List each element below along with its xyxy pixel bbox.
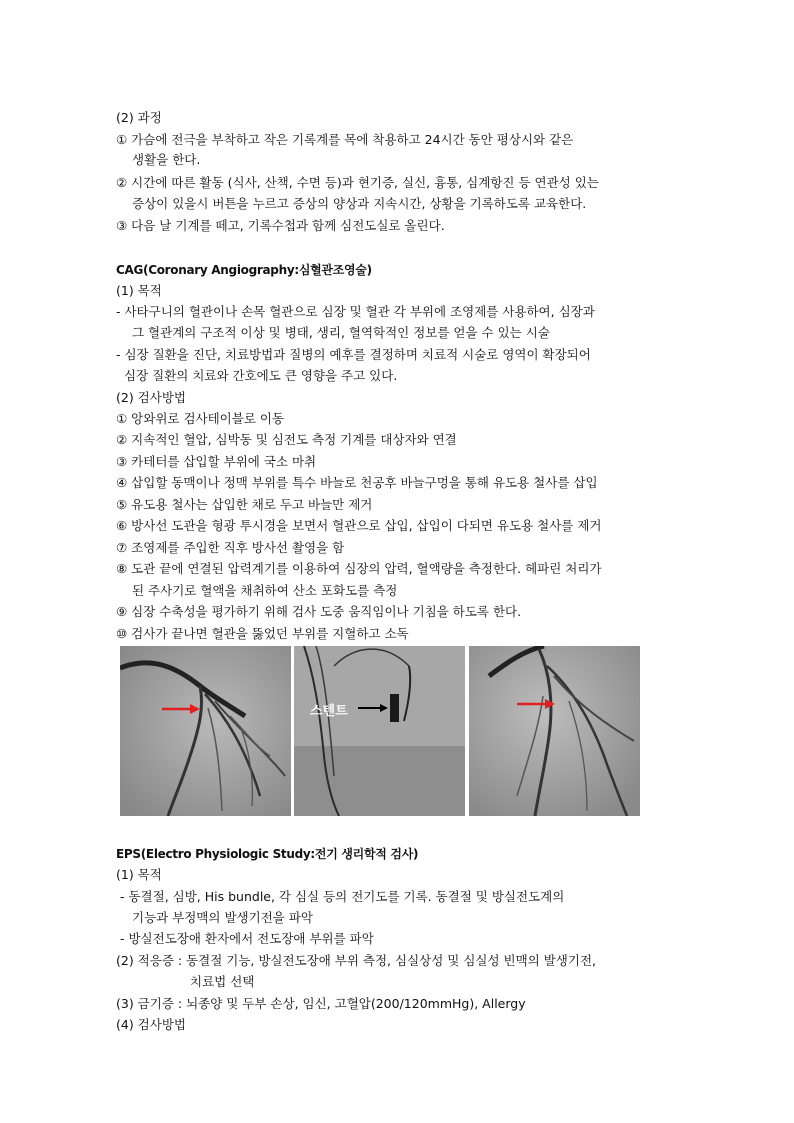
list-item-cont: 그 혈관계의 구조적 이상 및 병태, 생리, 혈역학적인 정보를 얻을 수 있는 시술 <box>132 325 550 340</box>
contraindications: (3) 금기증 : 뇌종양 및 두부 손상, 임신, 고혈압(200/120mmHg), Allergy <box>116 996 526 1011</box>
list-item: ⑦ 조영제를 주입한 직후 방사선 촬영을 함 <box>116 540 345 555</box>
section-heading: (2) 과정 <box>116 110 162 125</box>
indications-cont: 치료법 선택 <box>190 974 255 989</box>
list-item: - 사타구니의 혈관이나 손목 혈관으로 심장 및 혈관 각 부위에 조영제를 사용하여, 심장과 <box>116 304 595 319</box>
angiogram-after <box>469 646 640 816</box>
cag-title: CAG(Coronary Angiography:심혈관조영술) <box>116 263 372 277</box>
list-item: ① 앙와위로 검사테이블로 이동 <box>116 411 285 426</box>
list-item: ④ 삽입할 동맥이나 정맥 부위를 특수 바늘로 천공후 바늘구멍을 통해 유도용 철사를 삽입 <box>116 475 598 490</box>
list-item: ② 지속적인 혈압, 심박동 및 심전도 측정 기계를 대상자와 연결 <box>116 432 457 447</box>
list-item: ⑤ 유도용 철사는 삽입한 채로 두고 바늘만 제거 <box>116 497 373 512</box>
list-item: ⑧ 도관 끝에 연결된 압력계기를 이용하여 심장의 압력, 혈액량을 측정한다. 헤파린 처리가 <box>116 561 602 576</box>
list-item: ③ 카테터를 삽입할 부위에 국소 마취 <box>116 454 317 469</box>
list-item: ⑨ 심장 수축성을 평가하기 위해 검사 도중 움직임이나 기침을 하도록 한다. <box>116 604 522 619</box>
indications: (2) 적응증 : 동결절 기능, 방실전도장애 부위 측정, 심실상성 및 심실성 빈맥의 발생기전, <box>116 953 596 968</box>
list-item: ② 시간에 따른 활동 (식사, 산책, 수면 등)과 현기증, 실신, 흉통, 심계항진 등 연관성 있는 <box>116 175 599 190</box>
eps-title: EPS(Electro Physiologic Study:전기 생리학적 검사) <box>116 847 419 861</box>
list-item: ⑥ 방사선 도관을 형광 투시경을 보면서 혈관으로 삽입, 삽입이 다되면 유도용 철사를 제거 <box>116 518 602 533</box>
list-item: - 동결절, 심방, His bundle, 각 심실 등의 전기도를 기록. 동결절 및 방실전도계의 <box>120 889 565 904</box>
list-item-cont: 된 주사기로 혈액을 채취하여 산소 포화도를 측정 <box>132 583 398 598</box>
list-item-cont: 증상이 있을시 버튼을 누르고 증상의 양상과 지속시간, 상황을 기록하도록 교육한다. <box>132 196 587 211</box>
section-heading: (2) 검사방법 <box>116 390 186 405</box>
angiogram-before <box>120 646 291 816</box>
list-item-cont: 심장 질환의 치료와 간호에도 큰 영향을 주고 있다. <box>124 368 398 383</box>
stent-label: 스텐트 <box>310 704 348 719</box>
list-item-cont: 기능과 부정맥의 발생기전을 파악 <box>132 910 313 925</box>
list-item: ⑩ 검사가 끝나면 혈관을 뚫었던 부위를 지혈하고 소독 <box>116 626 409 641</box>
section-heading: (4) 검사방법 <box>116 1017 186 1032</box>
list-item: ① 가슴에 전극을 부착하고 작은 기록계를 목에 착용하고 24시간 동안 평상시와 같은 <box>116 132 574 147</box>
section-heading: (1) 목적 <box>116 867 162 882</box>
list-item: - 심장 질환을 진단, 치료방법과 질병의 예후를 결정하며 치료적 시술로 영역이 확장되어 <box>116 347 591 362</box>
list-item: - 방실전도장애 환자에서 전도장애 부위를 파악 <box>120 931 374 946</box>
list-item-cont: 생활을 한다. <box>132 152 201 167</box>
angiogram-stent <box>294 646 465 816</box>
section-heading: (1) 목적 <box>116 283 162 298</box>
list-item: ③ 다음 날 기계를 떼고, 기록수첩과 함께 심전도실로 올린다. <box>116 218 445 233</box>
